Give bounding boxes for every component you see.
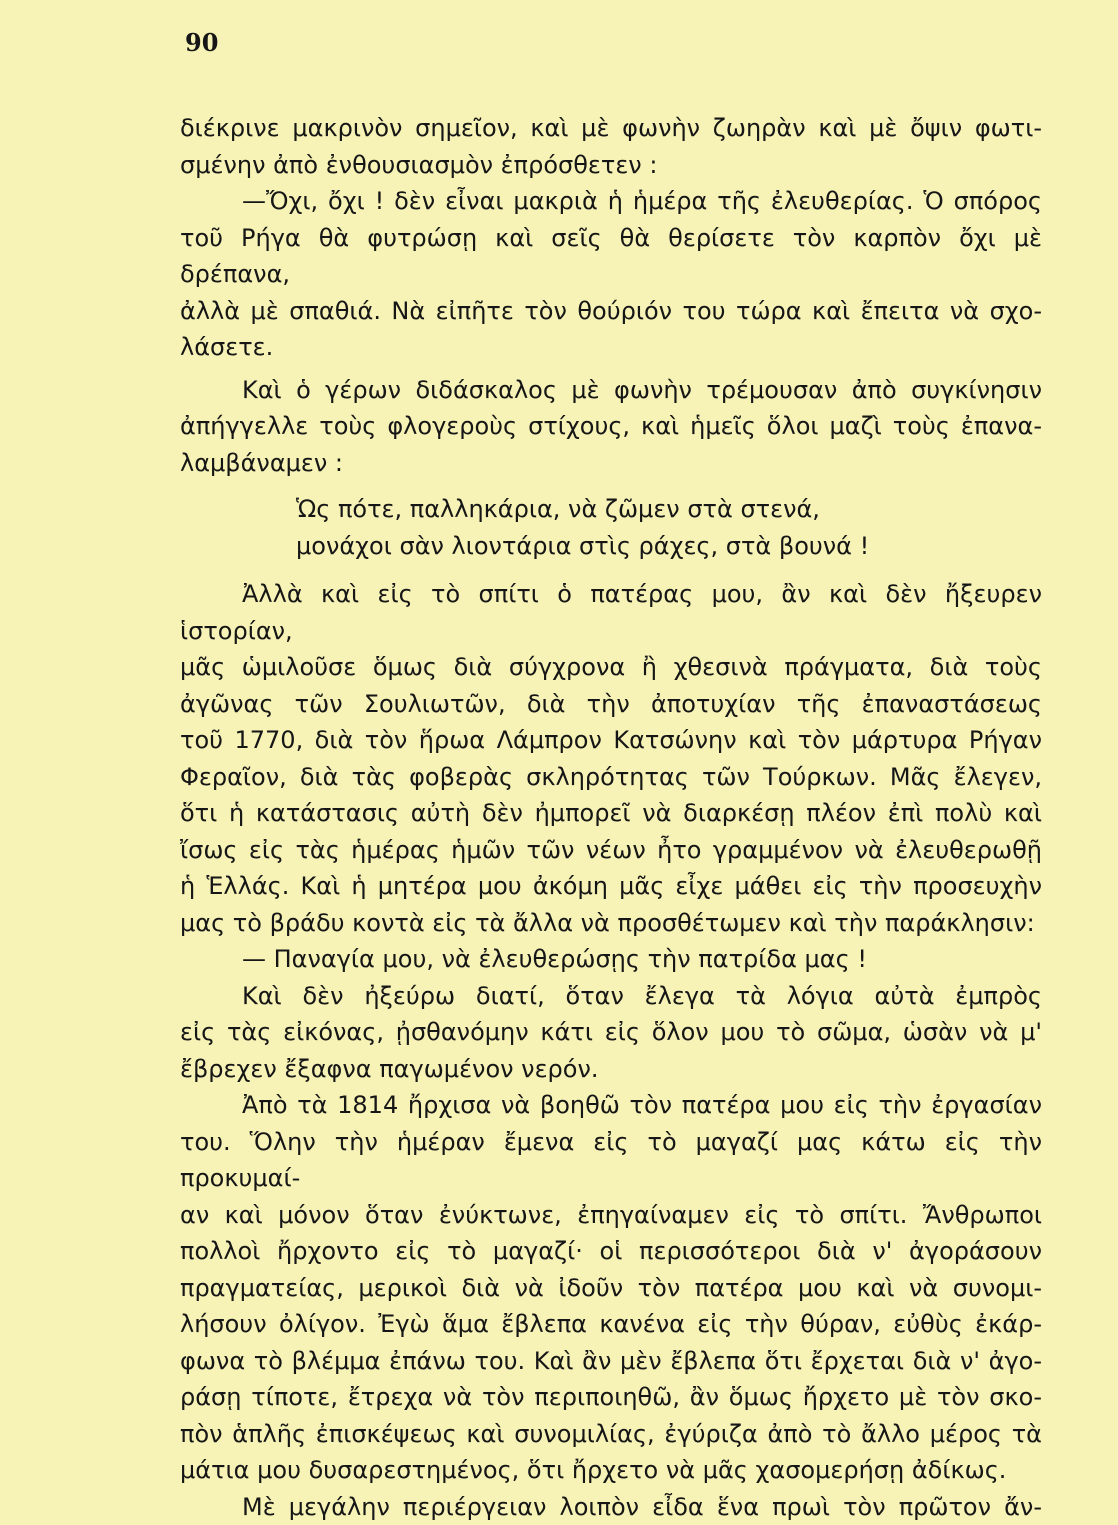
text-line: λαμβάναμεν : <box>180 445 1042 482</box>
text-line: φωνα τὸ βλέμμα ἐπάνω του. Καὶ ἂν μὲν ἔβλεπα ὅτι ἔρχεται διὰ ν' ἀγο- <box>180 1343 1042 1380</box>
text-line: Φεραῖον, διὰ τὰς φοβερὰς σκληρότητας τῶν Τούρκων. Μᾶς ἔλεγεν, <box>180 759 1042 796</box>
text-line: ἡ Ἑλλάς. Καὶ ἡ μητέρα μου ἀκόμη μᾶς εἶχε μάθει εἰς τὴν προσευχὴν <box>180 868 1042 905</box>
text-line: εἰς τὰς εἰκόνας, ᾐσθανόμην κάτι εἰς ὅλον μου τὸ σῶμα, ὡσὰν νὰ μ' <box>180 1014 1042 1051</box>
text-line: διέκρινε μακρινὸν σημεῖον, καὶ μὲ φωνὴν ζωηρὰν καὶ μὲ ὄψιν φωτι- <box>180 110 1042 147</box>
text-line: τοῦ Ρήγα θὰ φυτρώσῃ καὶ σεῖς θὰ θερίσετε τὸν καρπὸν ὄχι μὲ δρέπανα, <box>180 220 1042 293</box>
text-line: Καὶ δὲν ἠξεύρω διατί, ὅταν ἔλεγα τὰ λόγια αὐτὰ ἐμπρὸς <box>180 978 1042 1015</box>
text-line: τοῦ 1770, διὰ τὸν ἥρωα Λάμπρον Κατσώνην καὶ τὸν μάρτυρα Ρήγαν <box>180 722 1042 759</box>
text-line: —Ὄχι, ὄχι ! δὲν εἶναι μακριὰ ἡ ἡμέρα τῆς ἐλευθερίας. Ὁ σπόρος <box>180 183 1042 220</box>
text-line: αν καὶ μόνον ὅταν ἐνύκτωνε, ἐπηγαίναμεν εἰς τὸ σπίτι. Ἄνθρωποι <box>180 1197 1042 1234</box>
text-line: Ἀλλὰ καὶ εἰς τὸ σπίτι ὁ πατέρας μου, ἂν καὶ δὲν ἤξευρεν ἱστορίαν, <box>180 576 1042 649</box>
text-line: ἴσως εἰς τὰς ἡμέρας ἡμῶν τῶν νέων ἦτο γραμμένον νὰ ἐλευθερωθῇ <box>180 832 1042 869</box>
text-line: πὸν ἁπλῆς ἐπισκέψεως καὶ συνομιλίας, ἐγύριζα ἀπὸ τὸ ἄλλο μέρος τὰ <box>180 1416 1042 1453</box>
text-line: ἀγῶνας τῶν Σουλιωτῶν, διὰ τὴν ἀποτυχίαν τῆς ἐπαναστάσεως <box>180 686 1042 723</box>
text-line: ὅτι ἡ κατάστασις αὐτὴ δὲν ἠμπορεῖ νὰ διαρκέσῃ πλέον ἐπὶ πολὺ καὶ <box>180 795 1042 832</box>
page-number: 90 <box>185 28 218 57</box>
text-line: μάτια μου δυσαρεστημένος, ὅτι ἤρχετο νὰ μᾶς χασομερήσῃ ἀδίκως. <box>180 1452 1042 1489</box>
page-text <box>180 110 1042 1525</box>
text-line: Μὲ μεγάλην περιέργειαν λοιπὸν εἶδα ἕνα πρωὶ τὸν πρῶτον ἄν- <box>180 1489 1042 1525</box>
verse-line: Ὡς πότε, παλληκάρια, νὰ ζῶμεν στὰ στενά, <box>296 491 1042 528</box>
text-line: λήσουν ὀλίγον. Ἐγὼ ἅμα ἔβλεπα κανένα εἰς τὴν θύραν, εὐθὺς ἐκάρ- <box>180 1306 1042 1343</box>
text-line: του. Ὅλην τὴν ἡμέραν ἔμενα εἰς τὸ μαγαζί μας κάτω εἰς τὴν προκυμαί- <box>180 1124 1042 1197</box>
text-line: ἀλλὰ μὲ σπαθιά. Νὰ εἰπῆτε τὸν θούριόν του τώρα καὶ ἔπειτα νὰ σχο- <box>180 293 1042 330</box>
text-line: πραγματείας, μερικοὶ διὰ νὰ ἰδοῦν τὸν πατέρα μου καὶ νὰ συνομι- <box>180 1270 1042 1307</box>
text-line: λάσετε. <box>180 329 1042 366</box>
text-line: Καὶ ὁ γέρων διδάσκαλος μὲ φωνὴν τρέμουσαν ἀπὸ συγκίνησιν <box>180 372 1042 409</box>
text-line: σμένην ἀπὸ ἐνθουσιασμὸν ἐπρόσθετεν : <box>180 147 1042 184</box>
verse-line: μονάχοι σὰν λιοντάρια στὶς ράχες, στὰ βουνά ! <box>296 528 1042 565</box>
text-line: πολλοὶ ἤρχοντο εἰς τὸ μαγαζί· οἱ περισσότεροι διὰ ν' ἀγοράσουν <box>180 1233 1042 1270</box>
text-line: ράσῃ τίποτε, ἔτρεχα νὰ τὸν περιποιηθῶ, ἂν ὅμως ἤρχετο μὲ τὸν σκο- <box>180 1379 1042 1416</box>
text-line: μᾶς ὡμιλοῦσε ὅμως διὰ σύγχρονα ἢ χθεσινὰ πράγματα, διὰ τοὺς <box>180 649 1042 686</box>
verse <box>296 491 1042 564</box>
text-line: ἀπήγγελλε τοὺς φλογεροὺς στίχους, καὶ ἡμεῖς ὅλοι μαζὶ τοὺς ἐπανα- <box>180 408 1042 445</box>
text-line: Ἀπὸ τὰ 1814 ἤρχισα νὰ βοηθῶ τὸν πατέρα μου εἰς τὴν ἐργασίαν <box>180 1087 1042 1124</box>
text-line: ἔβρεχεν ἔξαφνα παγωμένον νερόν. <box>180 1051 1042 1088</box>
text-line: — Παναγία μου, νὰ ἐλευθερώσῃς τὴν πατρίδα μας ! <box>180 941 1042 978</box>
text-line: μας τὸ βράδυ κοντὰ εἰς τὰ ἄλλα νὰ προσθέτωμεν καὶ τὴν παράκλησιν: <box>180 905 1042 942</box>
